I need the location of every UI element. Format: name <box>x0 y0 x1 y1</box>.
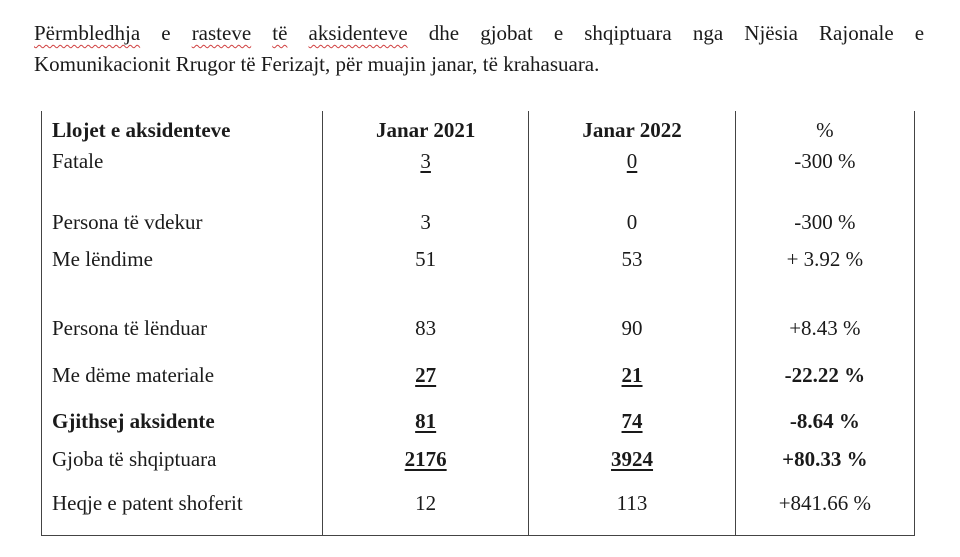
intro-word: Përmbledhja <box>34 21 141 45</box>
row-type: Fatale <box>42 149 323 201</box>
intro-word: rasteve <box>191 21 252 45</box>
intro-word: gjobat <box>480 21 533 45</box>
row-percent: +80.33 % <box>735 443 914 475</box>
row-2022: 21 <box>621 362 643 387</box>
row-2021: 3 <box>420 149 431 173</box>
table-row <box>42 149 915 201</box>
row-2022: 113 <box>529 475 735 535</box>
table-row <box>42 475 915 535</box>
accident-stats-table <box>41 111 915 536</box>
row-type: Persona të lënduar <box>42 305 323 351</box>
row-type: Gjoba të shqiptuara <box>42 443 323 475</box>
row-type: Persona të vdekur <box>42 201 323 243</box>
table-row <box>42 201 915 243</box>
row-2022: 0 <box>529 201 735 243</box>
intro-word: aksidenteve <box>308 21 408 45</box>
header-type: Llojet e aksidenteve <box>42 111 323 149</box>
row-percent: +8.43 % <box>735 305 914 351</box>
table-row <box>42 305 915 351</box>
intro-word: e <box>161 21 171 45</box>
intro-word: dhe <box>428 21 460 45</box>
intro-paragraph <box>34 18 924 80</box>
row-percent: + 3.92 % <box>735 243 914 305</box>
table-header-row <box>42 111 915 149</box>
row-percent: -300 % <box>735 149 914 201</box>
row-2021: 51 <box>322 243 528 305</box>
intro-word: shqiptuara <box>584 21 672 45</box>
row-2022: 3924 <box>611 446 654 471</box>
row-2021: 12 <box>322 475 528 535</box>
header-2022: Janar 2022 <box>529 111 735 149</box>
intro-word: e <box>553 21 564 45</box>
row-2022: 74 <box>621 408 643 433</box>
intro-word: të <box>272 21 288 45</box>
intro-line-1 <box>34 18 924 49</box>
intro-word: Rajonale <box>819 21 894 45</box>
table-row <box>42 351 915 399</box>
header-2021: Janar 2021 <box>322 111 528 149</box>
row-2022: 53 <box>529 243 735 305</box>
row-2021: 27 <box>415 362 437 387</box>
table-row <box>42 443 915 475</box>
intro-word: nga <box>692 21 724 45</box>
intro-line-2: Komunikacionit Rrugor të Ferizajt, për muajin janar, të krahasuara. <box>34 52 600 76</box>
row-type: Gjithsej aksidente <box>42 399 323 443</box>
intro-word: e <box>914 21 925 45</box>
row-2021: 2176 <box>404 446 447 471</box>
row-type: Me lëndime <box>42 243 323 305</box>
table-row <box>42 243 915 305</box>
row-percent: -8.64 % <box>735 399 914 443</box>
header-percent: % <box>735 111 914 149</box>
row-2021: 3 <box>322 201 528 243</box>
row-type: Heqje e patent shoferit <box>42 475 323 535</box>
intro-word: Njësia <box>744 21 798 45</box>
row-percent: +841.66 % <box>735 475 914 535</box>
table-row <box>42 399 915 443</box>
row-percent: -22.22 % <box>735 351 914 399</box>
row-percent: -300 % <box>735 201 914 243</box>
row-2021: 83 <box>322 305 528 351</box>
row-2022: 90 <box>529 305 735 351</box>
row-type: Me dëme materiale <box>42 351 323 399</box>
row-2021: 81 <box>415 408 437 433</box>
row-2022: 0 <box>626 149 638 173</box>
